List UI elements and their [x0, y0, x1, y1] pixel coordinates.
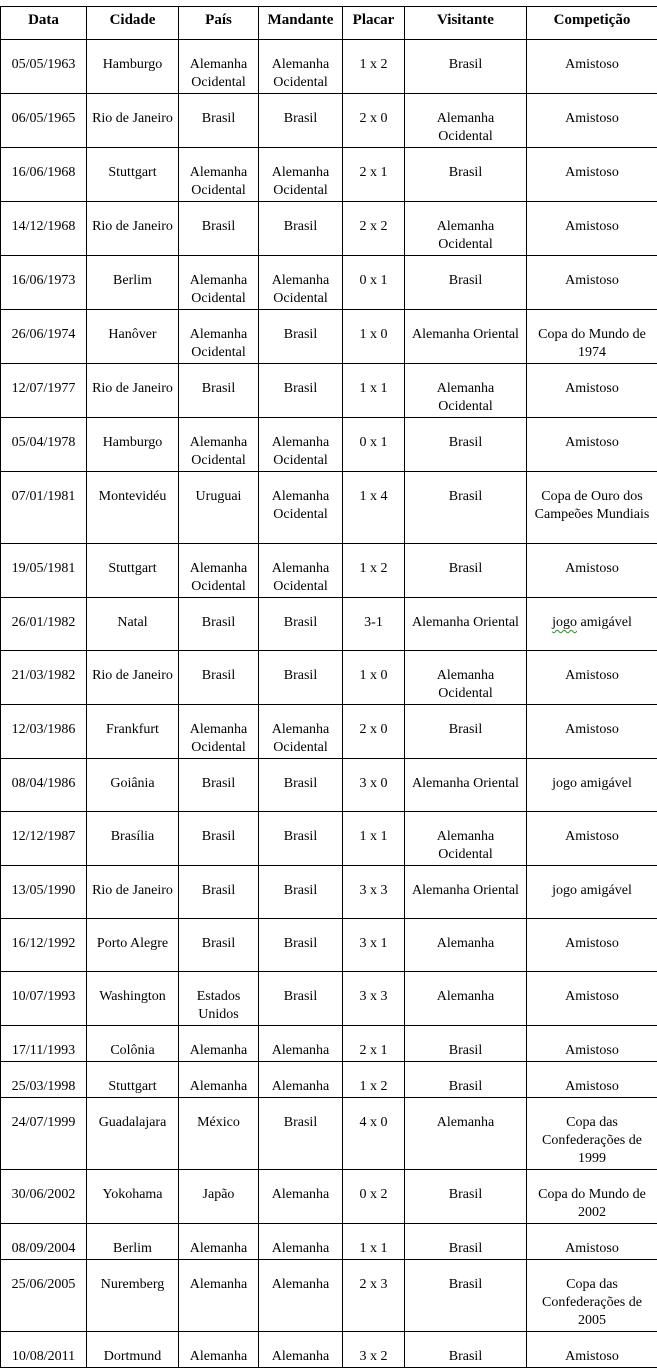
cell-competicao: jogo amigável — [527, 866, 657, 919]
cell-competicao: Amistoso — [527, 972, 657, 1026]
cell-visitante: Brasil — [405, 544, 527, 598]
cell-pais: Brasil — [179, 364, 259, 418]
cell-cidade: Goiânia — [87, 759, 179, 812]
cell-cidade: Rio de Janeiro — [87, 651, 179, 705]
cell-visitante: Brasil — [405, 1224, 527, 1260]
cell-visitante: Alemanha — [405, 1098, 527, 1170]
cell-visitante: Brasil — [405, 40, 527, 94]
cell-mandante: Brasil — [259, 812, 343, 866]
header-visitante: Visitante — [405, 7, 527, 40]
cell-visitante: Alemanha Oriental — [405, 310, 527, 364]
cell-visitante: Alemanha Ocidental — [405, 364, 527, 418]
cell-placar: 0 x 1 — [343, 256, 405, 310]
table-row — [1, 202, 657, 256]
cell-visitante: Alemanha Ocidental — [405, 812, 527, 866]
cell-visitante: Brasil — [405, 418, 527, 472]
cell-visitante: Alemanha Oriental — [405, 866, 527, 919]
cell-pais: Alemanha — [179, 1260, 259, 1332]
cell-data: 05/05/1963 — [1, 40, 87, 94]
cell-competicao: Amistoso — [527, 651, 657, 705]
cell-visitante: Brasil — [405, 1170, 527, 1224]
cell-cidade: Rio de Janeiro — [87, 866, 179, 919]
table-row — [1, 40, 657, 94]
cell-data: 21/03/1982 — [1, 651, 87, 705]
cell-cidade: Berlim — [87, 256, 179, 310]
cell-pais: Brasil — [179, 812, 259, 866]
table-row — [1, 1062, 657, 1098]
cell-data: 25/03/1998 — [1, 1062, 87, 1098]
cell-mandante: Brasil — [259, 759, 343, 812]
table-body — [1, 40, 657, 1368]
cell-mandante: Alemanha Ocidental — [259, 40, 343, 94]
table-row — [1, 1026, 657, 1062]
cell-visitante: Brasil — [405, 256, 527, 310]
cell-mandante: Alemanha Ocidental — [259, 544, 343, 598]
cell-competicao: Amistoso — [527, 1062, 657, 1098]
cell-placar: 1 x 1 — [343, 812, 405, 866]
cell-cidade: Washington — [87, 972, 179, 1026]
cell-competicao: Amistoso — [527, 812, 657, 866]
cell-mandante: Alemanha Ocidental — [259, 148, 343, 202]
table-row — [1, 364, 657, 418]
cell-data: 12/12/1987 — [1, 812, 87, 866]
cell-data: 26/06/1974 — [1, 310, 87, 364]
cell-data: 12/03/1986 — [1, 705, 87, 759]
table-row — [1, 651, 657, 705]
cell-pais: Alemanha Ocidental — [179, 418, 259, 472]
cell-mandante: Brasil — [259, 364, 343, 418]
cell-competicao: Copa do Mundo de 1974 — [527, 310, 657, 364]
cell-cidade: Dortmund — [87, 1332, 179, 1368]
cell-placar: 2 x 1 — [343, 148, 405, 202]
cell-cidade: Berlim — [87, 1224, 179, 1260]
cell-cidade: Rio de Janeiro — [87, 94, 179, 148]
cell-mandante: Alemanha Ocidental — [259, 418, 343, 472]
header-placar: Placar — [343, 7, 405, 40]
spellcheck-underline: jogo — [552, 615, 577, 630]
cell-placar: 1 x 2 — [343, 40, 405, 94]
cell-mandante: Brasil — [259, 972, 343, 1026]
cell-visitante: Brasil — [405, 705, 527, 759]
cell-placar: 1 x 2 — [343, 1062, 405, 1098]
cell-placar: 1 x 4 — [343, 472, 405, 544]
cell-cidade: Rio de Janeiro — [87, 202, 179, 256]
cell-cidade: Porto Alegre — [87, 919, 179, 972]
cell-pais: Alemanha — [179, 1026, 259, 1062]
cell-data: 16/12/1992 — [1, 919, 87, 972]
header-cidade: Cidade — [87, 7, 179, 40]
cell-data: 17/11/1993 — [1, 1026, 87, 1062]
header-data: Data — [1, 7, 87, 40]
cell-cidade: Stuttgart — [87, 148, 179, 202]
cell-data: 05/04/1978 — [1, 418, 87, 472]
cell-competicao: jogo amigável — [527, 759, 657, 812]
cell-cidade: Nuremberg — [87, 1260, 179, 1332]
cell-pais: Alemanha Ocidental — [179, 148, 259, 202]
cell-data: 12/07/1977 — [1, 364, 87, 418]
table-row — [1, 759, 657, 812]
cell-pais: Alemanha Ocidental — [179, 310, 259, 364]
table-row — [1, 148, 657, 202]
cell-mandante: Brasil — [259, 651, 343, 705]
cell-visitante: Brasil — [405, 1062, 527, 1098]
cell-mandante: Alemanha Ocidental — [259, 256, 343, 310]
cell-mandante: Alemanha Ocidental — [259, 705, 343, 759]
cell-pais: Alemanha Ocidental — [179, 544, 259, 598]
cell-data: 14/12/1968 — [1, 202, 87, 256]
cell-mandante: Alemanha — [259, 1026, 343, 1062]
cell-visitante: Alemanha — [405, 972, 527, 1026]
cell-mandante: Alemanha — [259, 1062, 343, 1098]
cell-placar: 3 x 0 — [343, 759, 405, 812]
cell-pais: Brasil — [179, 866, 259, 919]
cell-pais: Brasil — [179, 651, 259, 705]
cell-competicao: Amistoso — [527, 256, 657, 310]
cell-competicao: Copa de Ouro dos Campeões Mundiais — [527, 472, 657, 544]
cell-pais: Alemanha — [179, 1332, 259, 1368]
cell-mandante: Brasil — [259, 1098, 343, 1170]
cell-placar: 0 x 2 — [343, 1170, 405, 1224]
cell-visitante: Brasil — [405, 472, 527, 544]
cell-placar: 2 x 0 — [343, 705, 405, 759]
cell-visitante: Brasil — [405, 1260, 527, 1332]
cell-visitante: Brasil — [405, 1332, 527, 1368]
header-competicao: Competição — [527, 7, 657, 40]
cell-cidade: Frankfurt — [87, 705, 179, 759]
cell-visitante: Brasil — [405, 148, 527, 202]
cell-competicao: Amistoso — [527, 1026, 657, 1062]
cell-competicao: Amistoso — [527, 148, 657, 202]
cell-pais: Alemanha Ocidental — [179, 256, 259, 310]
cell-cidade: Guadalajara — [87, 1098, 179, 1170]
cell-placar: 4 x 0 — [343, 1098, 405, 1170]
cell-pais: México — [179, 1098, 259, 1170]
cell-placar: 1 x 0 — [343, 651, 405, 705]
cell-competicao: Amistoso — [527, 919, 657, 972]
table-row — [1, 472, 657, 544]
cell-cidade: Natal — [87, 598, 179, 651]
table-row — [1, 1098, 657, 1170]
table-row — [1, 972, 657, 1026]
table-row — [1, 1224, 657, 1260]
cell-pais: Alemanha Ocidental — [179, 705, 259, 759]
cell-visitante: Alemanha Oriental — [405, 759, 527, 812]
cell-data: 24/07/1999 — [1, 1098, 87, 1170]
cell-competicao: Copa das Confederações de 2005 — [527, 1260, 657, 1332]
cell-competicao: Copa das Confederações de 1999 — [527, 1098, 657, 1170]
cell-pais: Brasil — [179, 202, 259, 256]
table-row — [1, 544, 657, 598]
cell-pais: Brasil — [179, 94, 259, 148]
cell-pais: Estados Unidos — [179, 972, 259, 1026]
cell-visitante: Alemanha Ocidental — [405, 202, 527, 256]
cell-data: 16/06/1968 — [1, 148, 87, 202]
cell-placar: 3 x 1 — [343, 919, 405, 972]
cell-cidade: Rio de Janeiro — [87, 364, 179, 418]
header-row — [1, 7, 657, 40]
header-pais: País — [179, 7, 259, 40]
table-row — [1, 866, 657, 919]
cell-cidade: Hamburgo — [87, 40, 179, 94]
cell-competicao: Amistoso — [527, 705, 657, 759]
cell-cidade: Stuttgart — [87, 1062, 179, 1098]
cell-competicao: Copa do Mundo de 2002 — [527, 1170, 657, 1224]
cell-mandante: Brasil — [259, 866, 343, 919]
cell-cidade: Stuttgart — [87, 544, 179, 598]
cell-data: 07/01/1981 — [1, 472, 87, 544]
cell-placar: 1 x 2 — [343, 544, 405, 598]
cell-data: 13/05/1990 — [1, 866, 87, 919]
cell-data: 19/05/1981 — [1, 544, 87, 598]
cell-data: 08/04/1986 — [1, 759, 87, 812]
cell-pais: Brasil — [179, 598, 259, 651]
cell-visitante: Alemanha Oriental — [405, 598, 527, 651]
cell-data: 30/06/2002 — [1, 1170, 87, 1224]
cell-data: 06/05/1965 — [1, 94, 87, 148]
cell-data: 08/09/2004 — [1, 1224, 87, 1260]
matches-table — [0, 6, 657, 1368]
cell-data: 16/06/1973 — [1, 256, 87, 310]
cell-cidade: Brasília — [87, 812, 179, 866]
cell-pais: Alemanha Ocidental — [179, 40, 259, 94]
cell-data: 26/01/1982 — [1, 598, 87, 651]
cell-pais: Alemanha — [179, 1224, 259, 1260]
cell-pais: Japão — [179, 1170, 259, 1224]
cell-mandante: Alemanha — [259, 1260, 343, 1332]
cell-competicao: jogo amigável — [527, 598, 657, 651]
table-row — [1, 1260, 657, 1332]
cell-data: 25/06/2005 — [1, 1260, 87, 1332]
cell-competicao: Amistoso — [527, 418, 657, 472]
cell-placar: 3 x 3 — [343, 866, 405, 919]
cell-mandante: Alemanha — [259, 1332, 343, 1368]
cell-competicao: Amistoso — [527, 202, 657, 256]
cell-competicao: Amistoso — [527, 544, 657, 598]
cell-competicao: Amistoso — [527, 94, 657, 148]
cell-mandante: Brasil — [259, 598, 343, 651]
table-row — [1, 812, 657, 866]
cell-pais: Brasil — [179, 919, 259, 972]
cell-competicao: Amistoso — [527, 364, 657, 418]
cell-visitante: Alemanha Ocidental — [405, 94, 527, 148]
cell-placar: 0 x 1 — [343, 418, 405, 472]
cell-visitante: Brasil — [405, 1026, 527, 1062]
table-row — [1, 310, 657, 364]
cell-competicao: Amistoso — [527, 40, 657, 94]
cell-placar: 1 x 1 — [343, 364, 405, 418]
cell-placar: 2 x 0 — [343, 94, 405, 148]
cell-mandante: Alemanha — [259, 1224, 343, 1260]
cell-visitante: Alemanha — [405, 919, 527, 972]
cell-placar: 2 x 1 — [343, 1026, 405, 1062]
table-row — [1, 94, 657, 148]
table-row — [1, 1170, 657, 1224]
cell-mandante: Alemanha Ocidental — [259, 472, 343, 544]
cell-visitante: Alemanha Ocidental — [405, 651, 527, 705]
cell-mandante: Brasil — [259, 94, 343, 148]
cell-placar: 1 x 0 — [343, 310, 405, 364]
cell-mandante: Brasil — [259, 202, 343, 256]
cell-placar: 2 x 2 — [343, 202, 405, 256]
table-row — [1, 705, 657, 759]
cell-placar: 3 x 3 — [343, 972, 405, 1026]
table-row — [1, 919, 657, 972]
cell-placar: 1 x 1 — [343, 1224, 405, 1260]
cell-placar: 2 x 3 — [343, 1260, 405, 1332]
cell-pais: Alemanha — [179, 1062, 259, 1098]
cell-mandante: Brasil — [259, 919, 343, 972]
table-row — [1, 418, 657, 472]
cell-data: 10/07/1993 — [1, 972, 87, 1026]
cell-mandante: Alemanha — [259, 1170, 343, 1224]
table-row — [1, 598, 657, 651]
cell-placar: 3-1 — [343, 598, 405, 651]
cell-cidade: Hamburgo — [87, 418, 179, 472]
cell-data: 10/08/2011 — [1, 1332, 87, 1368]
cell-competicao: Amistoso — [527, 1224, 657, 1260]
header-mandante: Mandante — [259, 7, 343, 40]
cell-placar: 3 x 2 — [343, 1332, 405, 1368]
table-row — [1, 256, 657, 310]
cell-cidade: Colônia — [87, 1026, 179, 1062]
cell-cidade: Montevidéu — [87, 472, 179, 544]
cell-pais: Uruguai — [179, 472, 259, 544]
cell-mandante: Brasil — [259, 310, 343, 364]
cell-cidade: Yokohama — [87, 1170, 179, 1224]
cell-cidade: Hanôver — [87, 310, 179, 364]
cell-pais: Brasil — [179, 759, 259, 812]
cell-competicao: Amistoso — [527, 1332, 657, 1368]
